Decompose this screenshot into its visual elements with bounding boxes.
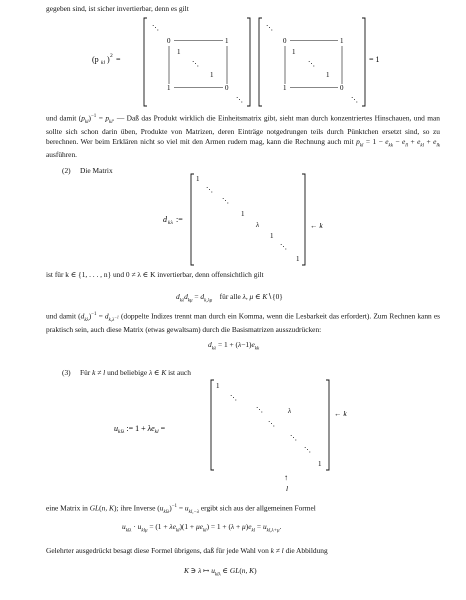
- svg-text:⋱: ⋱: [351, 96, 358, 104]
- eq1-equals: =: [116, 55, 121, 64]
- u-column-label: l: [286, 484, 289, 493]
- item3-paragraph: eine Matrix in GL(n, K); ihre Inverse $(u_{kl\lambda})^{-1} = u_{kl,-\lambda}$ ergibt sich aus der allgemeinen Formel: [46, 503, 316, 515]
- svg-text:1: 1: [196, 175, 200, 183]
- svg-text:⋱: ⋱: [268, 420, 275, 428]
- svg-text:λ: λ: [256, 221, 260, 229]
- svg-text:⋱: ⋱: [230, 394, 237, 402]
- svg-text:1: 1: [167, 84, 171, 92]
- item2-after-matrix: ist für k ∈ {1, . . . , n} und 0 ≠ λ ∈ K invertierbar, denn offensichtlich gilt: [46, 270, 264, 279]
- eq1-lhs-close: ): [107, 55, 110, 64]
- item2-eq: $d_{k\lambda}d_{k\mu} = d_{k,\lambda\mu}$ für alle λ, μ ∈ K∖{0}: [176, 292, 283, 304]
- eq1-rhs: = 1: [369, 55, 380, 64]
- svg-text:⋱: ⋱: [256, 406, 263, 414]
- item3-eq: $u_{kl\lambda} \cdot u_{kl\mu} = (1 + \lambda e_{kl})(1 + \mu e_{kl}) = 1 + (\lambda + \mu)e_{kl} = u_{kl,\lambda+\mu}$.: [122, 522, 282, 534]
- svg-text:1: 1: [241, 210, 245, 218]
- svg-text:1: 1: [292, 48, 296, 56]
- svg-text:1: 1: [318, 460, 322, 468]
- svg-text:1: 1: [283, 84, 287, 92]
- svg-text:0: 0: [283, 37, 287, 45]
- svg-text:⋱: ⋱: [222, 197, 229, 205]
- u-matrix-entries: [216, 382, 322, 468]
- svg-text:⋱: ⋱: [266, 24, 273, 32]
- intro-line: gegeben sind, ist sicher invertierbar, denn es gilt: [46, 4, 189, 13]
- svg-text:1: 1: [326, 71, 330, 79]
- u-lhs: $u_{kl\lambda}$ := $1 + \lambda e_{kl}$ =: [114, 424, 166, 435]
- svg-text:⋱: ⋱: [236, 96, 243, 104]
- svg-text:1: 1: [177, 48, 181, 56]
- svg-text:0: 0: [167, 37, 171, 45]
- d-assign: :=: [176, 215, 183, 224]
- u-row-arrow: ← k: [334, 409, 347, 418]
- u-column-arrow: ↑: [284, 473, 288, 482]
- diagonal-matrix-definition: [0, 170, 466, 270]
- d-matrix-entries: [196, 175, 300, 263]
- svg-text:1: 1: [210, 71, 214, 79]
- item2-paragraph: und damit $(d_{k\lambda})^{-1} = d_{k,\lambda^{-1}}$ (doppelte Indizes trennt man durch ein Komma, wenn die Lesbarkeit das erfordert). Zum Rechnen kann es praktisch sein, auch diese Matrix (etwas gewaltsam) durch die Basismatrizen ausszudrücken:: [46, 311, 440, 335]
- svg-text:⋱: ⋱: [192, 60, 199, 68]
- item3-paragraph-2: Gelehrter ausgedrückt besagt diese Formel übrigens, daß für jede Wahl von k ≠ l die Abbildung: [46, 546, 328, 555]
- svg-text:1: 1: [225, 37, 229, 45]
- svg-text:⋱: ⋱: [308, 60, 315, 68]
- d-lhs-sub: kλ: [168, 220, 173, 226]
- matrix-right-entries: [266, 24, 358, 104]
- eq1-lhs-sup: 2: [110, 53, 113, 59]
- item2-eq2: $d_{k\lambda} = 1 + (\lambda-1)e_{kk}$: [208, 340, 260, 352]
- svg-text:1: 1: [216, 382, 220, 390]
- eq1-lhs-sub: kl: [101, 60, 105, 66]
- svg-text:0: 0: [340, 84, 344, 92]
- svg-text:⋱: ⋱: [304, 446, 311, 454]
- paragraph-1: und damit $(p_{kl})^{-1} = p_{kl}$. — Daß das Produkt wirklich die Einheitsmatrix gibt, sieht man durch konzentriertes Hinschauen, und man sollte sich schon darin üben, Produkte von Matrizen, deren Einträge notgedrungen teils durch Pünktchen ersetzt sind, so zu berechnen. Wer beim Erklären nicht so viel mit den Armen rudern mag, kann die Rechnung auch mit $p_{kl} = 1 - e_{kk} - e_{ll} + e_{kl} + e_{lk}$ ausführen.: [46, 113, 440, 160]
- eq1-lhs: (p: [92, 55, 99, 64]
- item3-heading: Für k ≠ l und beliebige λ ∈ K ist auch: [80, 368, 191, 377]
- item2-heading: Die Matrix: [80, 166, 113, 175]
- d-lhs: d: [163, 215, 167, 224]
- item3-eq2: K ∋ λ ↦ $u_{kl\lambda}$ ∈ GL(n, K): [184, 566, 257, 578]
- svg-text:1: 1: [340, 37, 344, 45]
- svg-text:λ: λ: [288, 407, 292, 415]
- svg-text:⋱: ⋱: [280, 243, 287, 251]
- svg-text:⋱: ⋱: [152, 24, 159, 32]
- item3-number: (3): [62, 368, 71, 377]
- item2-number: (2): [62, 166, 71, 175]
- d-row-arrow: ← k: [310, 221, 323, 230]
- svg-text:0: 0: [225, 84, 229, 92]
- unipotent-matrix-definition: [0, 376, 466, 496]
- svg-text:⋱: ⋱: [206, 186, 213, 194]
- svg-text:1: 1: [296, 255, 300, 263]
- svg-text:1: 1: [270, 232, 274, 240]
- matrix-left-entries: [152, 24, 243, 104]
- permutation-square-equation: [0, 0, 466, 110]
- svg-text:⋱: ⋱: [290, 434, 297, 442]
